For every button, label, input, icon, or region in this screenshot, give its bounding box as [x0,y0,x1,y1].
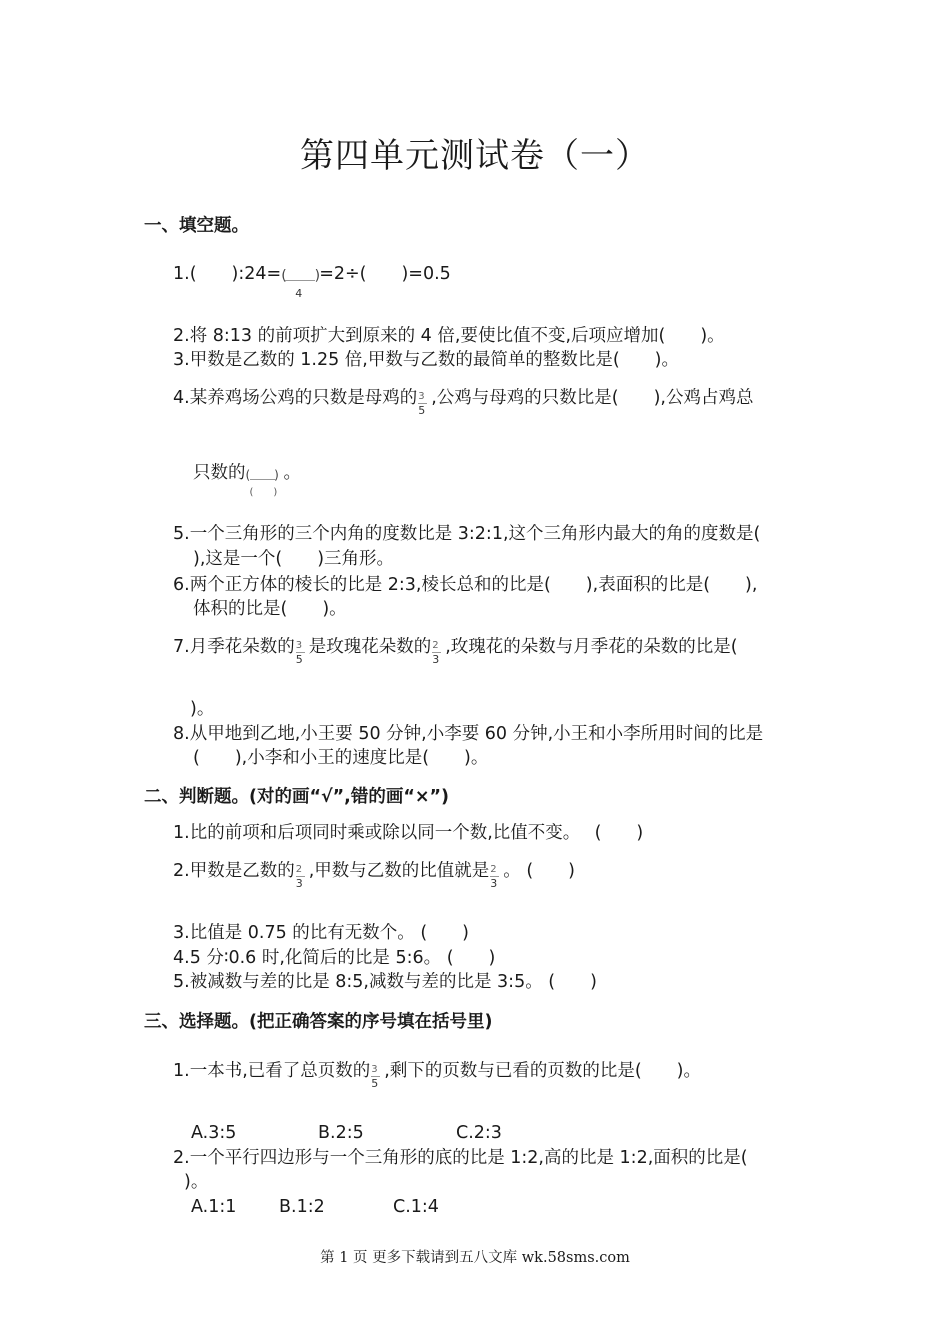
choice-question-2-continued: )。 [184,1172,209,1192]
fill-question-1 [173,262,451,300]
choice-q1-option-a: A.3:5 [191,1123,237,1143]
fill-q7-part-c: ,玫瑰花的朵数与月季花的朵数的比是( [445,637,738,657]
fraction-numerator: 2 [432,640,439,651]
fraction-denominator: 3 [490,877,498,890]
choice-q1-part-a: 1.一本书,已看了总页数的 [173,1061,371,1081]
fraction-numerator: 2 [295,864,303,875]
choice-q2-option-a: A.1:1 [191,1197,237,1217]
fill-q4-blank-fraction [245,461,284,498]
fill-question-8: 8.从甲地到乙地,小王要 50 分钟,小李要 60 分钟,小王和小李所用时间的比是 [173,724,764,744]
judge-q2-part-a: 2.甲数是乙数的 [173,861,295,881]
fill-q1-part-a: 1.( ):24= [173,264,282,284]
fill-question-3: 3.甲数是乙数的 1.25 倍,甲数与乙数的最简单的整数比是( )。 [173,350,680,370]
page-title: 第四单元测试卷（一） [300,136,650,176]
fill-question-6: 6.两个正方体的棱长的比是 2:3,棱长总和的比是( ),表面积的比是( ), [173,575,758,595]
fill-q4-part-d: 。 [283,463,301,483]
fraction-denominator: 5 [295,653,303,666]
judge-question-1: 1.比的前项和后项同时乘或除以同一个数,比值不变。 ( ) [173,823,644,843]
fill-question-7-continued: )。 [190,699,215,719]
fraction-denominator: 5 [371,1077,379,1090]
fraction-numerator: 3 [371,1064,378,1075]
fill-q1-denominator: 4 [295,287,303,300]
fill-q7-fraction-2 [431,635,445,666]
section-heading-judge: 二、判断题。(对的画“√”,错的画“×”) [144,787,449,807]
judge-question-2 [173,859,575,890]
fraction-numerator: 2 [490,864,497,875]
fill-q1-fraction [281,262,321,300]
judge-question-5: 5.被减数与差的比是 8:5,减数与差的比是 3:5。 ( ) [173,972,597,992]
judge-question-4: 4.5 分∶0.6 时,化简后的比是 5:6。 ( ) [173,948,496,968]
choice-q2-option-b: B.1:2 [279,1197,325,1217]
judge-q2-part-c: 。 ( ) [503,861,575,881]
fill-q4-blank-top: ( ) [245,468,279,482]
section-heading-fill: 一、填空题。 [144,216,249,236]
choice-question-1 [173,1059,701,1090]
fill-q7-part-a: 7.月季花朵数的 [173,637,295,657]
fill-q4-blank-den: ( ) [249,487,278,498]
fill-q4-part-b: ,公鸡与母鸡的只数比是( ),公鸡占鸡总 [431,388,754,408]
fill-question-5: 5.一个三角形的三个内角的度数比是 3:2:1,这个三角形内最大的角的度数是( [173,524,761,544]
choice-q2-option-c: C.1:4 [393,1197,439,1217]
fill-question-6-continued: 体积的比是( )。 [193,599,347,619]
page-footer: 第 1 页 更多下载请到五八文库 wk.58sms.com [320,1250,630,1266]
choice-q1-option-c: C.2:3 [456,1123,502,1143]
choice-q1-part-b: ,剩下的页数与已看的页数的比是( )。 [384,1061,701,1081]
fill-question-2: 2.将 8:13 的前项扩大到原来的 4 倍,要使比值不变,后项应增加( )。 [173,326,725,346]
fraction-numerator: 3 [295,640,303,651]
fill-q1-blank: ( ) [281,268,321,284]
judge-q2-fraction-2 [489,859,503,890]
fraction-denominator: 5 [418,404,426,417]
fill-question-8-continued: ( ),小李和小王的速度比是( )。 [193,748,489,768]
fraction-denominator: 3 [432,653,440,666]
fill-question-7 [173,635,738,666]
section-heading-choice: 三、选择题。(把正确答案的序号填在括号里) [144,1012,493,1032]
fill-q1-part-b: =2÷( )=0.5 [319,264,451,284]
judge-question-3: 3.比值是 0.75 的比有无数个。 ( ) [173,923,470,943]
fraction-bar [285,280,315,281]
fill-q7-part-b: 是玫瑰花朵数的 [308,637,432,657]
fill-question-4-continued [193,461,301,498]
judge-q2-fraction-1 [295,859,309,890]
fraction-bar [250,479,276,480]
fill-q4-part-c: 只数的 [193,463,246,483]
fill-q4-fraction [417,386,431,417]
fill-question-5-continued: ),这是一个( )三角形。 [193,549,395,569]
fill-q4-part-a: 4.某养鸡场公鸡的只数是母鸡的 [173,388,418,408]
fill-question-4 [173,386,754,417]
judge-q2-part-b: ,甲数与乙数的比值就是 [308,861,490,881]
fill-q7-fraction-1 [295,635,309,666]
fraction-denominator: 3 [295,877,303,890]
choice-q1-option-b: B.2:5 [318,1123,364,1143]
fraction-numerator: 3 [418,391,425,402]
choice-question-2: 2.一个平行四边形与一个三角形的底的比是 1:2,高的比是 1:2,面积的比是( [173,1148,748,1168]
choice-q1-fraction [370,1059,384,1090]
